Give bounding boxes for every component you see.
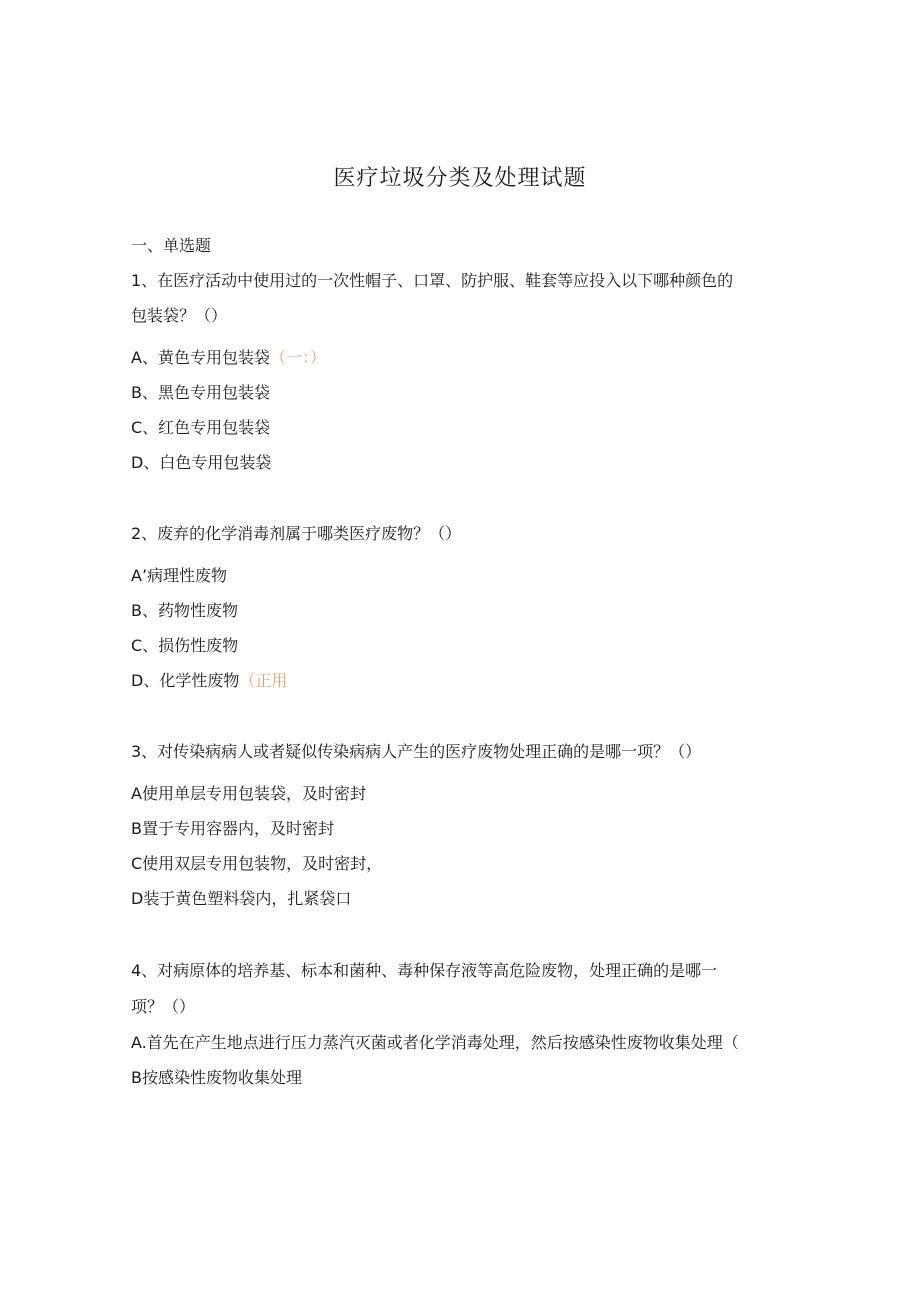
section-heading: 一、单选题	[131, 236, 212, 255]
option-d	[131, 452, 271, 474]
option-c	[131, 635, 238, 657]
option-text: D装于黄色塑料袋内，扎紧袋口	[131, 889, 352, 908]
answer-mark: （一：）	[269, 348, 326, 367]
option-text: A’病理性废物	[131, 566, 228, 585]
question-stem-line: 包装袋？（）	[131, 306, 228, 325]
question-stem-line: 项？（）	[131, 997, 196, 1016]
question-stem-line: 4、对病原体的培养基、标本和菌种、毒种保存液等高危险废物，处理正确的是哪一	[131, 961, 718, 980]
option-text: B、药物性废物	[131, 601, 238, 620]
option-text: B置于专用容器内，及时密封	[131, 819, 334, 838]
option-c	[131, 853, 382, 875]
option-a	[131, 1032, 739, 1054]
option-b	[131, 382, 270, 404]
option-a	[131, 783, 366, 805]
option-text: A使用单层专用包装袋，及时密封	[131, 784, 366, 803]
option-b	[131, 600, 238, 622]
answer-mark: （正用	[239, 671, 288, 690]
option-text: B、黑色专用包装袋	[131, 383, 270, 402]
option-text: C使用双层专用包装物，及时密封，	[131, 854, 383, 873]
page-title: 医疗垃圾分类及处理试题	[333, 166, 587, 191]
option-b	[131, 818, 334, 840]
option-d	[131, 888, 351, 910]
question-stem-line: 1、在医疗活动中使用过的一次性帽子、口罩、防护服、鞋套等应投入以下哪种颜色的	[131, 271, 734, 290]
option-a	[131, 565, 227, 587]
option-text: D、白色专用包装袋	[131, 453, 272, 472]
option-a	[131, 347, 326, 369]
option-text: C、损伤性废物	[131, 636, 239, 655]
option-text: C、红色专用包装袋	[131, 418, 271, 437]
option-text: B按感染性废物收集处理	[131, 1068, 302, 1087]
option-c	[131, 417, 270, 439]
option-d	[131, 670, 287, 692]
option-b	[131, 1067, 302, 1089]
question-stem-line: 2、废弃的化学消毒剂属于哪类医疗废物？（）	[131, 524, 462, 543]
option-text: A.首先在产生地点进行压力蒸汽灭菌或者化学消毒处理，然后按感染性废物收集处理（	[131, 1033, 739, 1052]
question-stem-line: 3、对传染病病人或者疑似传染病病人产生的医疗废物处理正确的是哪一项？（）	[131, 742, 702, 761]
option-text: D、化学性废物	[131, 671, 240, 690]
option-text: A、黄色专用包装袋	[131, 348, 270, 367]
